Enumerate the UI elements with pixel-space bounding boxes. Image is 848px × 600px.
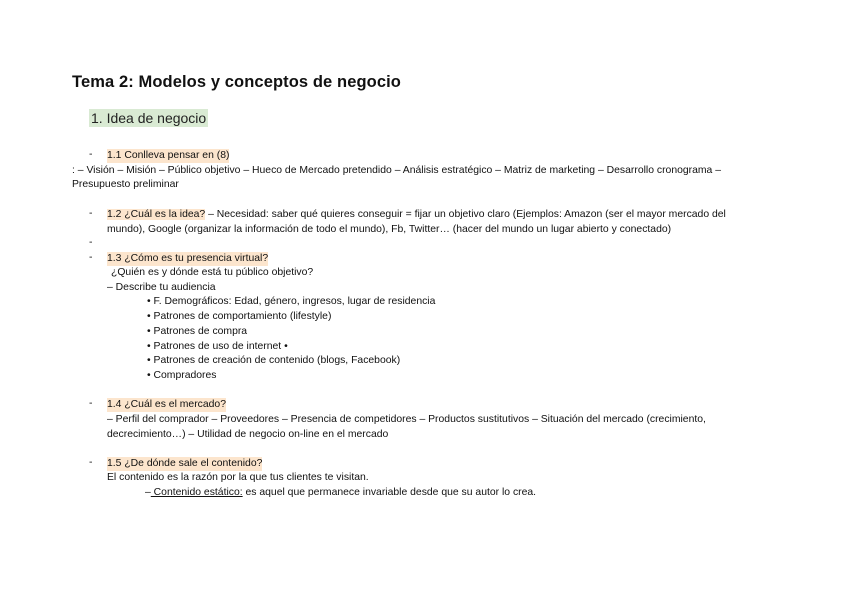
audience-list-item: • Compradores <box>147 370 217 381</box>
bullet-dash: - <box>89 457 93 468</box>
subheading-1-3: 1.3 ¿Cómo es tu presencia virtual? <box>107 253 269 264</box>
text-1-5-line1: El contenido es la razón por la que tus clientes te visitan. <box>107 472 369 483</box>
text-1-2-line1-rest: – Necesidad: saber qué quieres conseguir = fijar un objetivo claro (Ejemplos: Amazon (ser el mayor mercado del <box>205 209 726 220</box>
text-1-2-line1 <box>107 208 726 222</box>
audience-list-item: • F. Demográficos: Edad, género, ingresos, lugar de residencia <box>147 296 436 307</box>
text-1-1-line2: Presupuesto preliminar <box>72 179 179 190</box>
bullet-dash: - <box>89 149 93 160</box>
static-content-desc: es aquel que permanece invariable desde que su autor lo crea. <box>242 487 537 498</box>
bullet-dash: - <box>89 208 93 219</box>
audience-list-item: • Patrones de uso de internet • <box>147 341 288 352</box>
bullet-dash: - <box>89 398 93 409</box>
text-1-4-line2: decrecimiento…) – Utilidad de negocio on-line en el mercado <box>107 429 389 440</box>
text-1-3-describe: – Describe tu audiencia <box>107 282 216 293</box>
text-1-1-line1: : – Visión – Misión – Público objetivo – Hueco de Mercado pretendido – Análisis estratégico – Matriz de marketing – Desarrollo cronograma – <box>72 165 721 176</box>
subheading-1-2: 1.2 ¿Cuál es la idea? <box>107 209 206 220</box>
subheading-1-5: 1.5 ¿De dónde sale el contenido? <box>107 458 263 469</box>
text-1-2-line2: mundo), Google (organizar la información de todo el mundo), Fb, Twitter… (hacer del mundo un lugar abierto y conectado) <box>107 224 672 235</box>
audience-list-item: • Patrones de creación de contenido (blogs, Facebook) <box>147 355 401 366</box>
static-content-label: Contenido estático: <box>150 487 243 498</box>
text-1-3-question: ¿Quién es y dónde está tu público objetivo? <box>111 267 314 278</box>
static-dash: – <box>145 487 151 498</box>
audience-list-item: • Patrones de compra <box>147 326 248 337</box>
bullet-dash-empty: - <box>89 237 93 248</box>
subheading-1-1: 1.1 Conlleva pensar en (8) <box>107 150 230 161</box>
section-heading-idea-negocio: 1. Idea de negocio <box>91 110 207 126</box>
text-1-4-line1: – Perfil del comprador – Proveedores – Presencia de competidores – Productos sustitutivos – Situación del mercado (crecimiento, <box>107 414 706 425</box>
bullet-dash: - <box>89 252 93 263</box>
subheading-1-4: 1.4 ¿Cuál es el mercado? <box>107 399 226 410</box>
document-title: Tema 2: Modelos y conceptos de negocio <box>72 73 401 91</box>
audience-list-item: • Patrones de comportamiento (lifestyle) <box>147 311 332 322</box>
text-1-5-static <box>145 486 536 500</box>
